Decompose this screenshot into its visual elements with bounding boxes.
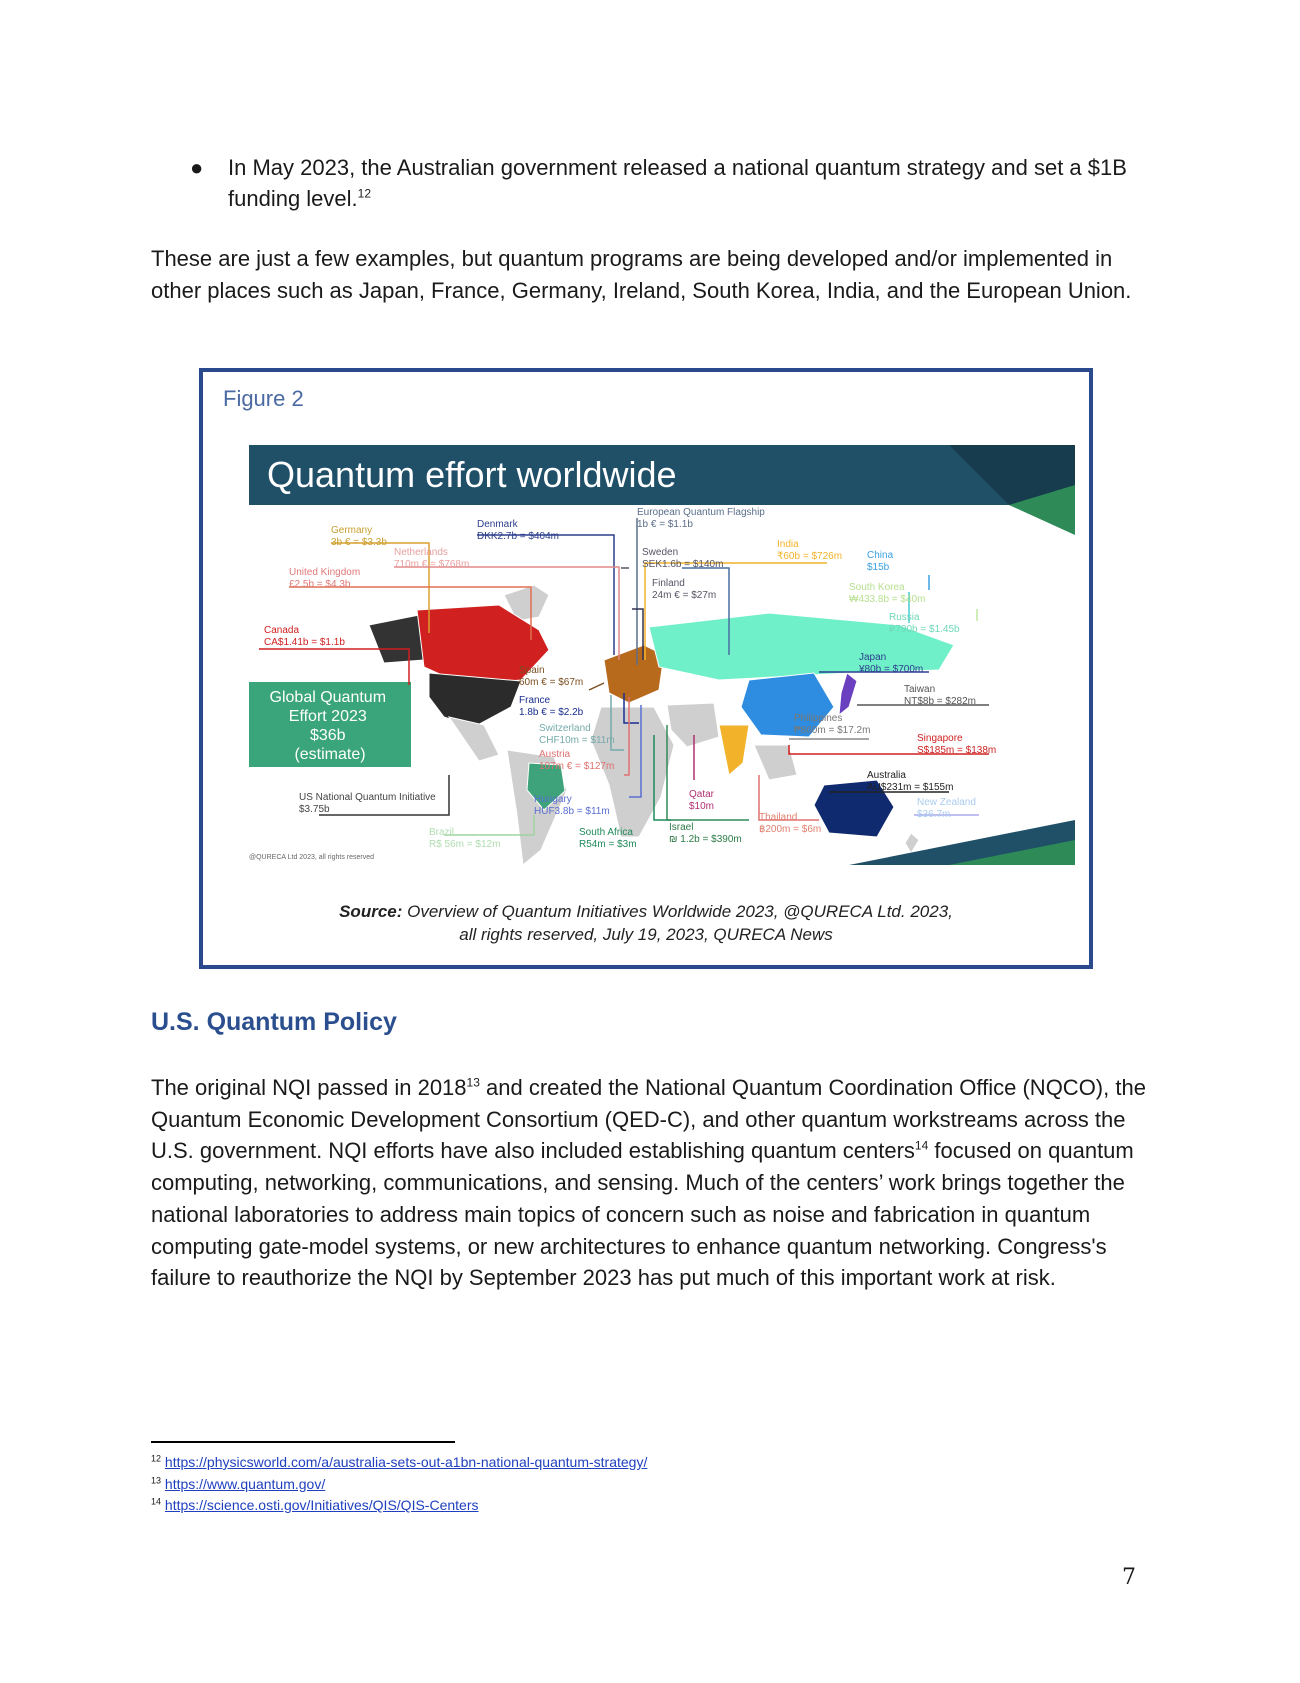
global-box-line-2: Effort 2023 [288, 708, 367, 725]
svg-text:CanadaCA$1.41b = $1.1b [264, 625, 345, 648]
amount-israel: ₪ 1.2b = $390m [669, 834, 742, 845]
amount-australia: AU$231m = $155m [867, 782, 954, 793]
label-china: China [867, 550, 894, 561]
policy-text-3: focused on quantum computing, networking, communications, and sensing. Much of the centers’ work brings together the national laboratories to address main topics of concern such as noise and fabrication in quantum computing gate-model systems, or new architectures to enhance quantum networking. Congress's failure to reauthorize the NQI by September 2023 has put much of this important work at risk. [151, 1138, 1134, 1291]
svg-text:TaiwanNT$8b = $282m [904, 684, 976, 707]
footnote-link[interactable]: https://physicsworld.com/a/australia-sets-out-a1bn-national-quantum-strategy/ [164, 1454, 648, 1470]
label-switzerland: Switzerland [539, 723, 591, 734]
figure-label: Figure 2 [223, 386, 304, 411]
footnote-number: 12 [151, 1453, 162, 1464]
label-japan: Japan [859, 652, 887, 663]
label-russia: Russia [889, 612, 920, 623]
footnote-13 [151, 1474, 647, 1496]
amount-germany: 3b € = $3.3b [331, 537, 387, 548]
policy-text-2: and created the National Quantum Coordination Office (NQCO), the Quantum Economic Development Consortium (QED-C), and other quantum workstreams across the U.S. government. NQI efforts have also included establishing quantum centers [151, 1075, 1146, 1164]
intro-paragraph: These are just a few examples, but quantum programs are being developed and/or implemented in other places such as Japan, France, Germany, Ireland, South Korea, India, and the European Union. [151, 246, 1132, 303]
footnote-divider [151, 1441, 455, 1443]
global-box-line-4: (estimate) [294, 746, 366, 763]
label-germany: Germany [331, 525, 373, 536]
amount-singapore: S$185m = $138m [917, 745, 997, 756]
middle-east-shape [667, 703, 719, 747]
footnote-ref-14[interactable]: 14 [914, 1139, 929, 1154]
japan-shape [839, 673, 857, 715]
amount-us-nqi: $3.75b [299, 804, 330, 815]
amount-eu-flagship: 1b € = $1.1b [637, 519, 693, 530]
label-netherlands: Netherlands [394, 547, 448, 558]
label-austria: Austria [539, 749, 571, 760]
svg-text:SwedenSEK1.6b = $140m [642, 547, 723, 570]
usa-shape [429, 673, 521, 727]
amount-new-zealand: $36.7m [917, 809, 951, 820]
svg-text:SingaporeS$185m = $138m [917, 733, 996, 756]
amount-india: ₹60b = $726m [777, 551, 843, 562]
label-uk: United Kingdom [289, 567, 361, 578]
label-hungary: Hungary [534, 794, 572, 805]
footnote-12 [151, 1452, 647, 1474]
figure-source [203, 900, 1089, 946]
label-brazil: Brazil [429, 827, 455, 838]
svg-text:DenmarkDKK2.7b = $404m [477, 519, 559, 542]
amount-south-korea: ₩433.8b = $40m [849, 594, 926, 605]
amount-canada: CA$1.41b = $1.1b [264, 637, 345, 648]
amount-hungary: HUF3.8b = $11m [534, 806, 610, 817]
svg-text:US National Quantum Initiative [299, 792, 436, 815]
svg-text:Spain60m € = $67m [519, 665, 583, 688]
label-israel: Israel [669, 822, 694, 833]
footnote-link[interactable]: https://science.osti.gov/Initiatives/QIS/QIS-Centers [164, 1497, 479, 1513]
svg-text:European Quantum Flagship1b € [637, 507, 765, 530]
amount-austria: 107m € = $127m [539, 761, 615, 772]
india-shape [719, 725, 749, 775]
label-finland: Finland [652, 578, 685, 589]
svg-text:Thailand฿200m = $6m [759, 812, 821, 835]
amount-denmark: DKK2.7b = $404m [477, 531, 559, 542]
footnote-ref-13[interactable]: 13 [466, 1075, 480, 1090]
svg-text:Qatar$10m [689, 789, 715, 812]
label-sweden: Sweden [642, 547, 679, 558]
footnote-number: 13 [151, 1474, 162, 1485]
svg-text:Israel₪ 1.2b = $390m [669, 822, 742, 845]
page-number: 7 [1122, 1565, 1136, 1590]
svg-text:Philippines₱860m = $17.2m [794, 713, 870, 736]
bullet-text: In May 2023, the Australian government released a national quantum strategy and set a $1B funding level. [228, 155, 1127, 211]
amount-netherlands: 710m € = $768m [394, 559, 470, 570]
southeast-asia-shape [754, 745, 797, 780]
new-zealand-shape [905, 833, 919, 853]
svg-text:Netherlands710m € = $768m [394, 547, 469, 570]
amount-finland: 24m € = $27m [652, 590, 717, 601]
global-box-line-1: Global Quantum [269, 689, 387, 706]
source-label: Source: [339, 902, 403, 921]
amount-qatar: $10m [689, 801, 715, 812]
alaska-shape [369, 615, 424, 663]
label-south-korea: South Korea [849, 582, 905, 593]
svg-text:India₹60b = $726m [777, 539, 842, 562]
africa-shape [591, 707, 674, 837]
label-qatar: Qatar [689, 789, 715, 800]
footnote-14 [151, 1495, 647, 1517]
amount-france: 1.8b € = $2.2b [519, 707, 584, 718]
amount-russia: ₽790b = $1.45b [889, 624, 960, 635]
figure-2 [199, 368, 1093, 969]
svg-text:Germany3b € = $3.3b [331, 525, 387, 548]
label-thailand: Thailand [759, 812, 798, 823]
label-denmark: Denmark [477, 519, 518, 530]
amount-spain: 60m € = $67m [519, 677, 584, 688]
policy-text-1: The original NQI passed in 2018 [151, 1075, 467, 1100]
amount-china: $15b [867, 562, 890, 573]
source-line-2: all rights reserved, July 19, 2023, QURECA News [459, 925, 833, 944]
svg-text:New Zealand$36.7m [917, 797, 976, 820]
policy-paragraph [151, 1072, 1151, 1294]
label-south-africa: South Africa [579, 827, 633, 838]
svg-text:United Kingdom£2.5b = $4.3b [289, 567, 360, 590]
amount-thailand: ฿200m = $6m [759, 824, 822, 835]
mexico-shape [449, 717, 499, 761]
label-philippines: Philippines [794, 713, 843, 724]
world-map-infographic [249, 445, 1075, 885]
amount-south-africa: R54m = $3m [579, 839, 637, 850]
amount-japan: ¥80b = $700m [859, 664, 924, 675]
footnote-ref-12[interactable]: 12 [357, 186, 372, 201]
label-new-zealand: New Zealand [917, 797, 976, 808]
svg-text:Finland24m € = $27m [652, 578, 716, 601]
amount-sweden: SEK1.6b = $140m [642, 559, 724, 570]
label-singapore: Singapore [917, 733, 963, 744]
amount-taiwan: NT$8b = $282m [904, 696, 976, 707]
amount-uk: £2.5b = $4.3b [289, 579, 351, 590]
label-spain: Spain [519, 665, 545, 676]
label-eu-flagship: European Quantum Flagship [637, 507, 765, 518]
footnote-number: 14 [151, 1496, 162, 1507]
amount-switzerland: CHF10m = $11m [539, 735, 615, 746]
svg-text:France1.8b € = $2.2b [519, 695, 584, 718]
global-box-line-3: $36b [309, 727, 346, 744]
svg-text:Russia₽790b = $1.45b [889, 612, 960, 635]
figure-title: Quantum effort worldwide [267, 454, 677, 495]
svg-text:AustraliaAU$231m = $155m [867, 770, 953, 793]
svg-text:South AfricaR54m = $3m [579, 827, 637, 850]
bullet-marker: ● [190, 155, 204, 180]
label-australia: Australia [867, 770, 906, 781]
svg-text:BrazilR$ 56m = $12m [429, 827, 500, 850]
amount-brazil: R$ 56m = $12m [429, 839, 501, 850]
svg-text:HungaryHUF3.8b = $11m [534, 794, 610, 817]
label-canada: Canada [264, 625, 300, 636]
europe-shape [604, 645, 664, 703]
source-line-1: Overview of Quantum Initiatives Worldwide 2023, @QURECA Ltd. 2023, [407, 902, 953, 921]
label-france: France [519, 695, 551, 706]
svg-text:South Korea₩433.8b = $40m [849, 582, 925, 605]
section-heading: U.S. Quantum Policy [151, 1008, 397, 1036]
label-taiwan: Taiwan [904, 684, 936, 695]
footnote-link[interactable]: https://www.quantum.gov/ [164, 1475, 326, 1492]
label-india: India [777, 539, 799, 550]
svg-text:China$15b [867, 550, 894, 573]
label-us-nqi: US National Quantum Initiative [299, 792, 436, 803]
amount-philippines: ₱860m = $17.2m [794, 725, 871, 736]
footnotes [151, 1452, 647, 1517]
bullet-text-block [228, 152, 1128, 214]
figure-copyright: @QURECA Ltd 2023, all rights reserved [249, 854, 374, 861]
